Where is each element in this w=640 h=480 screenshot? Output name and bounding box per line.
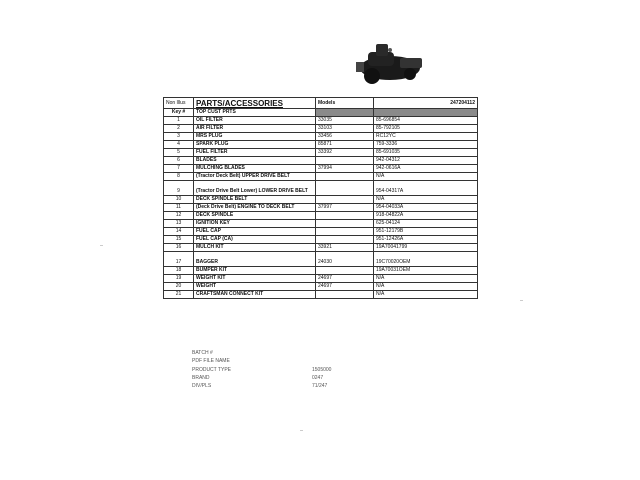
description-cell: FUEL FILTER xyxy=(194,149,316,157)
metadata-row xyxy=(192,374,331,382)
key-column-header: Key # xyxy=(164,109,194,117)
model-number: 247204112 xyxy=(374,98,478,109)
table-row xyxy=(164,267,478,275)
key-cell: 20 xyxy=(164,283,194,291)
metadata-value: 1505000 xyxy=(312,366,332,373)
column-3-cell xyxy=(316,220,374,228)
page-title: PARTS/ACCESSORIES xyxy=(194,98,316,109)
models-label: Models xyxy=(316,98,374,109)
description-cell: SPARK PLUG xyxy=(194,141,316,149)
column-3-cell xyxy=(316,236,374,244)
column-4-cell: RC12YC xyxy=(374,133,478,141)
column-4-cell: N/A xyxy=(374,196,478,204)
description-cell: BAGGER xyxy=(194,252,316,267)
table-row xyxy=(164,165,478,173)
table-row xyxy=(164,244,478,252)
column-3-cell: 33392 xyxy=(316,149,374,157)
category-header: TOP CUST PRTS xyxy=(194,109,316,117)
key-cell: 1 xyxy=(164,117,194,125)
description-cell: CRAFTSMAN CONNECT KIT xyxy=(194,291,316,299)
column-4-cell: N/A xyxy=(374,275,478,283)
key-cell: 11 xyxy=(164,204,194,212)
column-3-cell: 33456 xyxy=(316,133,374,141)
description-cell: FUEL CAP (CA) xyxy=(194,236,316,244)
column-4-cell: 951-12179B xyxy=(374,228,478,236)
key-cell: 7 xyxy=(164,165,194,173)
column-3-cell: 33035 xyxy=(316,117,374,125)
column-3-cell: 85871 xyxy=(316,141,374,149)
key-cell: 21 xyxy=(164,291,194,299)
column-3-cell xyxy=(316,267,374,275)
description-cell: OIL FILTER xyxy=(194,117,316,125)
table-row xyxy=(164,117,478,125)
key-cell: 10 xyxy=(164,196,194,204)
column-3-cell xyxy=(316,212,374,220)
column-4-cell: 85-691035 xyxy=(374,149,478,157)
column-4-cell: N/A xyxy=(374,291,478,299)
non-illus-label: Non Illus xyxy=(164,98,194,109)
key-cell: 13 xyxy=(164,220,194,228)
column-4-cell: 85-696854 xyxy=(374,117,478,125)
table-row xyxy=(164,181,478,196)
metadata-row xyxy=(192,349,331,357)
description-cell: (Tractor Deck Belt) UPPER DRIVE BELT xyxy=(194,173,316,181)
column-3-cell xyxy=(316,291,374,299)
table-row xyxy=(164,228,478,236)
table-row xyxy=(164,141,478,149)
column-4-cell: 942-04312 xyxy=(374,157,478,165)
column-4-cell: N/A xyxy=(374,283,478,291)
column-3-cell: 24697 xyxy=(316,275,374,283)
column-3-cell: 37994 xyxy=(316,165,374,173)
metadata-value: 71/247 xyxy=(312,383,328,390)
lawn-tractor-image xyxy=(350,42,430,86)
column-3-cell: 37997 xyxy=(316,204,374,212)
table-row xyxy=(164,283,478,291)
table-row xyxy=(164,275,478,283)
column-4-cell: N/A xyxy=(374,173,478,181)
column-4-cell: 942-0616A xyxy=(374,165,478,173)
key-cell: 17 xyxy=(164,252,194,267)
table-row xyxy=(164,133,478,141)
description-cell: DECK SPINDLE xyxy=(194,212,316,220)
column-4-cell: 951-12426A xyxy=(374,236,478,244)
key-cell: 19 xyxy=(164,275,194,283)
description-cell: DECK SPINDLE BELT xyxy=(194,196,316,204)
key-cell: 9 xyxy=(164,181,194,196)
description-cell: (Tractor Drive Belt Lower) LOWER DRIVE BELT xyxy=(194,181,316,196)
column-4-cell: 625-04124 xyxy=(374,220,478,228)
document-metadata xyxy=(192,349,331,390)
column-4-cell: 19A70031OEM xyxy=(374,267,478,275)
key-cell: 18 xyxy=(164,267,194,275)
column-3-cell xyxy=(316,173,374,181)
table-row xyxy=(164,157,478,165)
column-3-cell xyxy=(316,196,374,204)
key-cell: 4 xyxy=(164,141,194,149)
key-cell: 12 xyxy=(164,212,194,220)
table-row xyxy=(164,291,478,299)
table-header-row xyxy=(164,109,478,117)
column-3-cell xyxy=(316,181,374,196)
metadata-row xyxy=(192,357,331,365)
metadata-row xyxy=(192,382,331,390)
column-3-cell: 33921 xyxy=(316,244,374,252)
description-cell: AIR FILTER xyxy=(194,125,316,133)
description-cell: WEIGHT KIT xyxy=(194,275,316,283)
column-3-cell: 24697 xyxy=(316,283,374,291)
key-cell: 3 xyxy=(164,133,194,141)
metadata-label: BATCH # xyxy=(192,350,213,356)
table-row xyxy=(164,125,478,133)
column-3-cell xyxy=(316,157,374,165)
metadata-label: DIV/PLS xyxy=(192,383,212,390)
column-3-cell: 33103 xyxy=(316,125,374,133)
table-title-row xyxy=(164,98,478,109)
column-4-cell: 759-3336 xyxy=(374,141,478,149)
column-4-cell: 19C70020OEM xyxy=(374,252,478,267)
metadata-label: BRAND xyxy=(192,374,210,381)
description-cell: MRS PLUG xyxy=(194,133,316,141)
column-4-cell: 954-04033A xyxy=(374,204,478,212)
description-cell: MULCHING BLADES xyxy=(194,165,316,173)
metadata-label: PDF FILE NAME xyxy=(192,358,230,365)
column-4-cell: 19A70041799 xyxy=(374,244,478,252)
description-cell: (Deck Drive Belt) ENGINE TO DECK BELT xyxy=(194,204,316,212)
description-cell: WEIGHT xyxy=(194,283,316,291)
metadata-value: 0247 xyxy=(312,374,324,381)
key-cell: 16 xyxy=(164,244,194,252)
table-row xyxy=(164,149,478,157)
key-cell: 14 xyxy=(164,228,194,236)
column-3-header xyxy=(316,109,374,117)
table-row xyxy=(164,252,478,267)
table-row xyxy=(164,212,478,220)
column-4-cell: 954-04317A xyxy=(374,181,478,196)
table-row xyxy=(164,173,478,181)
key-cell: 6 xyxy=(164,157,194,165)
table-row xyxy=(164,220,478,228)
column-4-cell: 918-04822A xyxy=(374,212,478,220)
column-4-header xyxy=(374,109,478,117)
table-row xyxy=(164,204,478,212)
scan-speck xyxy=(520,300,523,301)
column-4-cell: 85-792105 xyxy=(374,125,478,133)
parts-table xyxy=(163,97,478,299)
metadata-label: PRODUCT TYPE xyxy=(192,366,231,373)
column-3-cell xyxy=(316,228,374,236)
description-cell: BLADES xyxy=(194,157,316,165)
key-cell: 15 xyxy=(164,236,194,244)
table-row xyxy=(164,236,478,244)
description-cell: FUEL CAP xyxy=(194,228,316,236)
column-3-cell: 24030 xyxy=(316,252,374,267)
table-row xyxy=(164,196,478,204)
description-cell: MULCH KIT xyxy=(194,244,316,252)
scan-speck xyxy=(300,430,303,431)
key-cell: 8 xyxy=(164,173,194,181)
description-cell: IGNITION KEY xyxy=(194,220,316,228)
key-cell: 5 xyxy=(164,149,194,157)
description-cell: BUMPER KIT xyxy=(194,267,316,275)
scan-speck xyxy=(100,245,103,246)
metadata-row xyxy=(192,366,331,374)
key-cell: 2 xyxy=(164,125,194,133)
